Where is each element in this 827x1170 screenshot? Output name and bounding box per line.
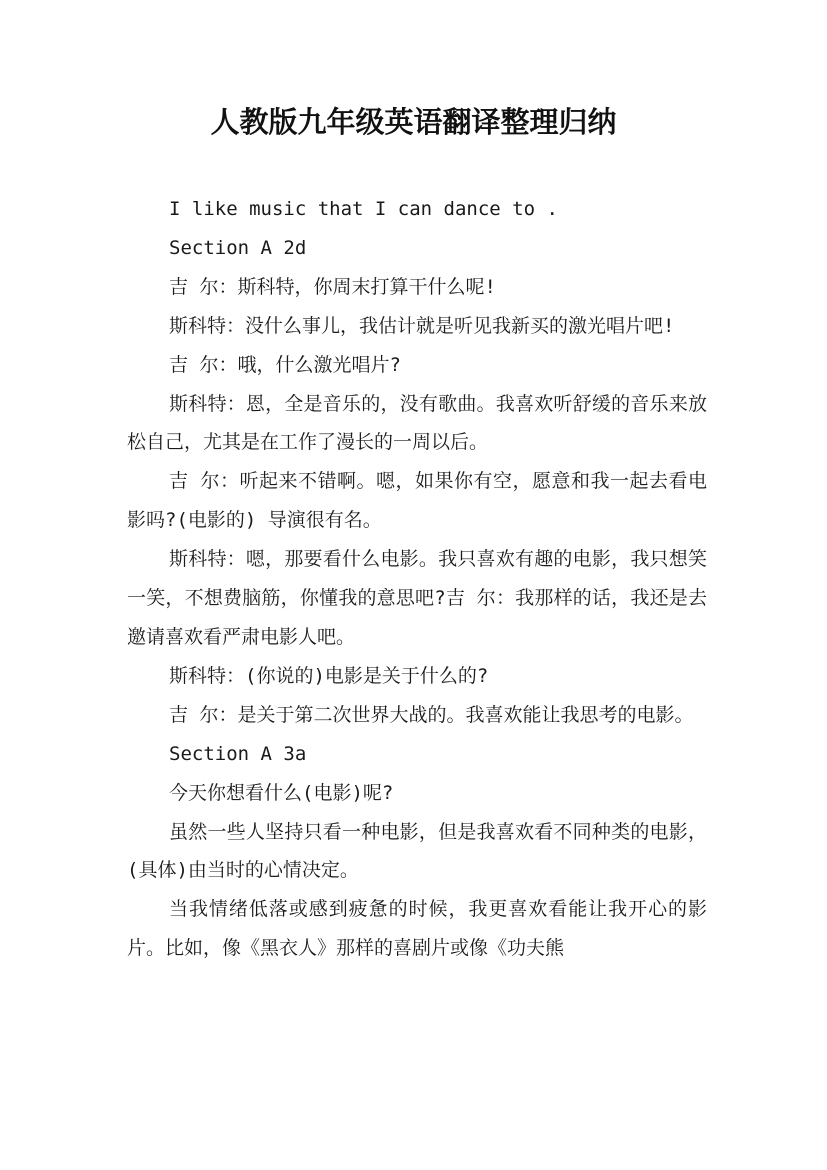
paragraph-7: 吉 尔：听起来不错啊。嗯，如果你有空，愿意和我一起去看电影吗?(电影的) 导演很有名。: [127, 470, 707, 532]
section-heading-2d: Section A 2d: [169, 236, 307, 259]
paragraph-5: 吉 尔：哦，什么激光唱片?: [169, 353, 401, 376]
paragraph-10: 吉 尔：是关于第二次世界大战的。我喜欢能让我思考的电影。: [169, 703, 694, 726]
section-heading-3a: Section A 3a: [169, 742, 307, 765]
paragraph-14: 当我情绪低落或感到疲惫的时候，我更喜欢看能让我开心的影片。比如，像《黑衣人》那样的喜剧片或像《功夫熊: [127, 898, 707, 960]
paragraph-9: 斯科特：(你说的)电影是关于什么的?: [169, 664, 489, 687]
paragraph-8: 斯科特：嗯，那要看什么电影。我只喜欢有趣的电影，我只想笑一笑，不想费脑筋，你懂我的意思吧?吉 尔：我那样的话，我还是去邀请喜欢看严肃电影人吧。: [127, 548, 707, 648]
paragraph-4: 斯科特：没什么事儿，我估计就是听见我新买的激光唱片吧!: [169, 314, 675, 337]
paragraph-13: 虽然一些人坚持只看一种电影，但是我喜欢看不同种类的电影，(具体)由当时的心情决定。: [127, 820, 707, 882]
paragraph-1: I like music that I can dance to .: [169, 198, 558, 220]
paragraph-6: 斯科特：恩，全是音乐的，没有歌曲。我喜欢听舒缓的音乐来放松自己，尤其是在工作了漫长的一周以后。: [127, 392, 707, 454]
document-title: 人教版九年级英语翻译整理归纳: [210, 105, 617, 139]
document-body: [127, 190, 707, 968]
paragraph-3: 吉 尔：斯科特，你周末打算干什么呢!: [169, 275, 496, 298]
paragraph-12: 今天你想看什么(电影)呢?: [169, 781, 394, 804]
